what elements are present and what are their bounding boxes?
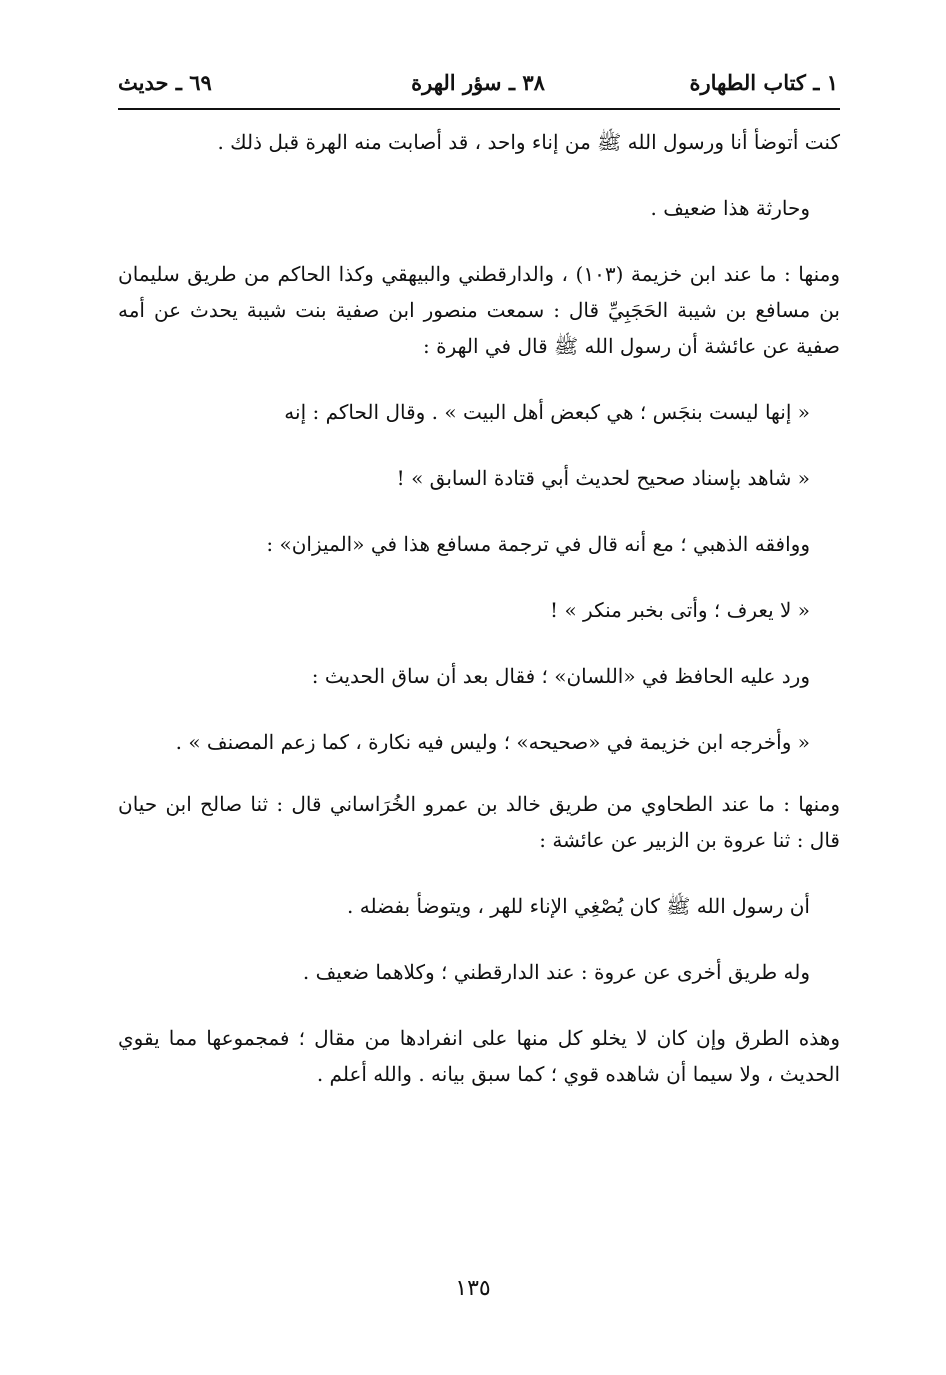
paragraph: ورد عليه الحافظ في «اللسان» ؛ فقال بعد أن ساق الحديث :: [311, 664, 810, 688]
header-section: ٣٨ ـ سؤر الهرة: [411, 70, 545, 95]
paragraph: وله طريق أخرى عن عروة : عند الدارقطني ؛ وكلاهما ضعيف .: [302, 960, 810, 984]
paragraph: ومنها : ما عند ابن خزيمة (١٠٣) ، والدارقطني والبيهقي وكذا الحاكم من طريق سليمان بن مسافع بن شيبة الحَجَبِيِّ قال : سمعت منصور ابن صفية بنت شيبة يحدث عن أمه صفية عن عائشة أن رسول الله ﷺ قال في الهرة :: [118, 262, 840, 358]
header-hadith-number: ٦٩ ـ حديث: [118, 70, 212, 95]
quote-line: « لا يعرف ؛ وأتى بخبر منكر » !: [550, 598, 810, 622]
header-divider: [118, 108, 840, 110]
paragraph: ومنها : ما عند الطحاوي من طريق خالد بن عمرو الخُرَاساني قال : ثنا صالح ابن حيان قال : ثنا عروة بن الزبير عن عائشة :: [118, 792, 840, 852]
header-chapter: ١ ـ كتاب الطهارة: [689, 70, 838, 95]
page-body: [118, 124, 840, 1092]
quote-line: « شاهد بإسناد صحيح لحديث أبي قتادة السابق » !: [396, 466, 810, 490]
quote-line: « إنها ليست بنجَس ؛ هي كبعض أهل البيت » . وقال الحاكم : إنه: [284, 400, 810, 424]
paragraph: كنت أتوضأ أنا ورسول الله ﷺ من إناء واحد ، قد أصابت منه الهرة قبل ذلك .: [217, 130, 840, 154]
paragraph: وهذه الطرق وإن كان لا يخلو كل منها على انفرادها من مقال ؛ فمجموعها مما يقوي الحديث ، ولا سيما أن شاهده قوي ؛ كما سبق بيانه . والله أعلم .: [118, 1026, 840, 1086]
paragraph: ووافقه الذهبي ؛ مع أنه قال في ترجمة مسافع هذا في «الميزان» :: [266, 532, 810, 556]
quote-line: « وأخرجه ابن خزيمة في «صحيحه» ؛ وليس فيه نكارة ، كما زعم المصنف » .: [175, 730, 810, 754]
running-header: [118, 66, 838, 106]
paragraph: وحارثة هذا ضعيف .: [650, 196, 810, 220]
hadith-text: أن رسول الله ﷺ كان يُصْغِي الإناء للهر ، ويتوضأ بفضله .: [347, 894, 810, 918]
page-number: ١٣٥: [455, 1276, 491, 1301]
